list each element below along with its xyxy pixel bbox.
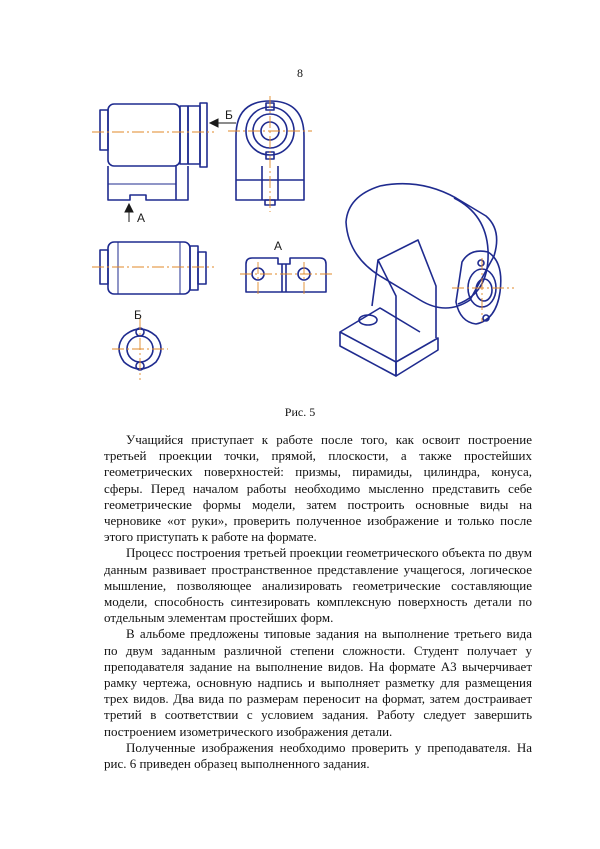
label-view-b-arrow: Б [225,108,233,122]
paragraph: В альбоме предложены типовые задания на выполнение третьего вида по двум заданным различной степени сложности. Студент получает у преподавателя задание на выполнение видов. На формате А3 вычерчивает рамку чертежа, основную надпись и выполняет разметку для размещения трех видов. Два вида по размерам переносит на формат, затем достраивает третий в соответствии с условием задания. Работу следует завершить построением изометрического изображения детали. [104,626,532,739]
paragraph: Процесс построения третьей проекции геометрического объекта по двум данным развивает пространственное представление учащегося, логическое мышление, позволяющее анализировать геометрические составляющие модели, способность синтезировать комплексную поверхность детали по отдельным элементам простейших форм. [104,545,532,626]
body-text [104,432,532,772]
figure-caption: Рис. 5 [284,405,316,419]
isometric-view [340,184,501,376]
technical-drawing-figure [0,0,600,420]
label-view-b: Б [134,308,142,322]
front-view [100,103,207,200]
top-view [100,242,206,294]
center-lines [92,96,514,380]
label-view-a-arrow: А [137,211,146,225]
page-number: 8 [297,66,303,80]
paragraph: Полученные изображения необходимо проверить у преподавателя. На рис. 6 приведен образец выполненного задания. [104,739,532,772]
paragraph: Учащийся приступает к работе после того, как освоит построение третьей проекции точки, прямой, плоскости, а также простейших геометрических поверхностей: призмы, пирамиды, цилиндра, конуса, сферы. Перед началом работы необходимо мысленно представить себе геометрические формы модели, затем построить основные виды на черновике «от руки», проверить полученное изображение и только после этого приступать к работе на формате. [104,432,532,545]
label-section-a: А [274,239,283,253]
